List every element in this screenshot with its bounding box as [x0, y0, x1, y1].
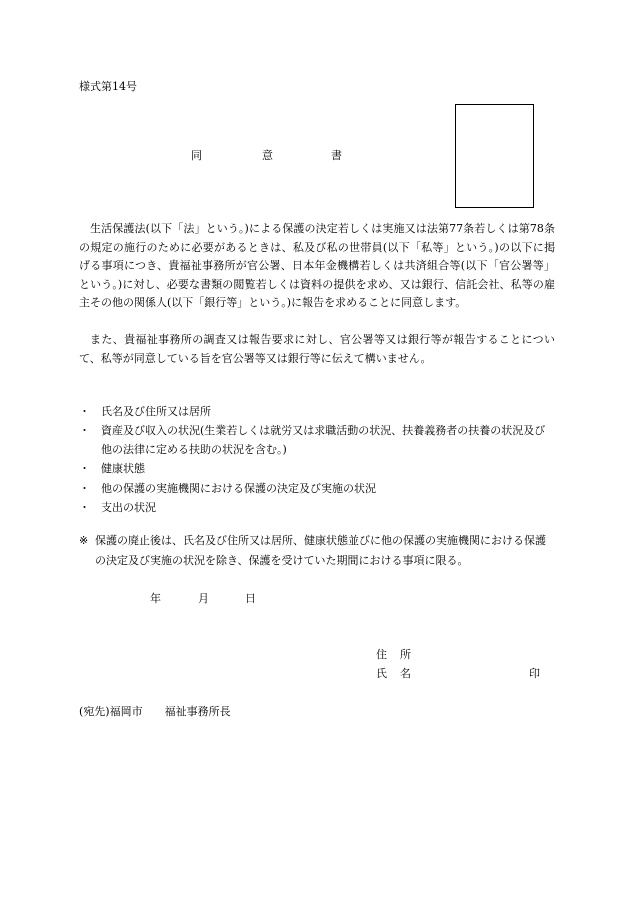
date-day-label: 日 — [245, 592, 256, 605]
note-mark: ※ — [79, 534, 89, 547]
list-item — [79, 480, 555, 499]
bullet: ・ — [79, 481, 90, 495]
name-label-char-1: 氏 — [376, 667, 387, 680]
list-item — [79, 422, 555, 459]
note — [79, 531, 555, 570]
consent-paragraph-2: また、貴福祉事務所の調査又は報告要求に対し、官公署等又は銀行等が報告することについて、私等が同意している旨を官公署等又は銀行等に伝えて構いません。 — [79, 333, 555, 365]
addressee: (宛先)福岡市 福祉事務所長 — [79, 705, 231, 718]
item-text: 資産及び収入の状況(生業若しくは就労又は求職活動の状況、扶養義務者の扶養の状況及び他の法律に定める扶助の状況を含む。) — [101, 424, 546, 456]
list-item — [79, 499, 555, 518]
title-char-2: 意 — [262, 149, 273, 162]
bullet: ・ — [79, 424, 90, 438]
item-text: 氏名及び住所又は居所 — [101, 405, 211, 418]
bullet: ・ — [79, 501, 90, 515]
note-text: 保護の廃止後は、氏名及び住所又は居所、健康状態並びに他の保護の実施機関における保護の決定及び実施の状況を除き、保護を受けていた期間における事項に限る。 — [95, 534, 546, 567]
list-item — [79, 403, 555, 422]
name-label-char-2: 名 — [400, 667, 411, 680]
photo-box — [455, 104, 534, 208]
list-item — [79, 460, 555, 479]
item-list — [79, 403, 555, 519]
bullet: ・ — [79, 405, 90, 418]
title-char-1: 同 — [191, 149, 202, 162]
address-label-char-2: 所 — [400, 648, 411, 661]
seal-mark: 印 — [529, 667, 540, 680]
item-text: 健康状態 — [101, 462, 145, 476]
form-number: 様式第14号 — [79, 80, 137, 93]
date-month-label: 月 — [198, 592, 209, 605]
item-text: 支出の状況 — [101, 501, 156, 515]
consent-paragraph-1: 生活保護法(以下「法」という。)による保護の決定若しくは実施又は法第77条若しくは第78条の規定の施行のために必要があるときは、私及び私の世帯員(以下「私等」という。)の以下に掲げる事項につき、貴福祉事務所が官公署、日本年金機構若しくは共済組合等(以下「官公署等」という。)に対し、必要な書類の閲覧若しくは資料の提供を求め、又は銀行、信託会社、私等の雇主その他の関係人(以下「銀行等」という。)に報告を求めることに同意します。 — [79, 222, 555, 310]
item-text: 他の保護の実施機関における保護の決定及び実施の状況 — [101, 481, 376, 495]
date-year-label: 年 — [150, 592, 161, 605]
title-char-3: 書 — [331, 149, 342, 162]
address-label-char-1: 住 — [376, 648, 387, 661]
bullet: ・ — [79, 462, 90, 476]
